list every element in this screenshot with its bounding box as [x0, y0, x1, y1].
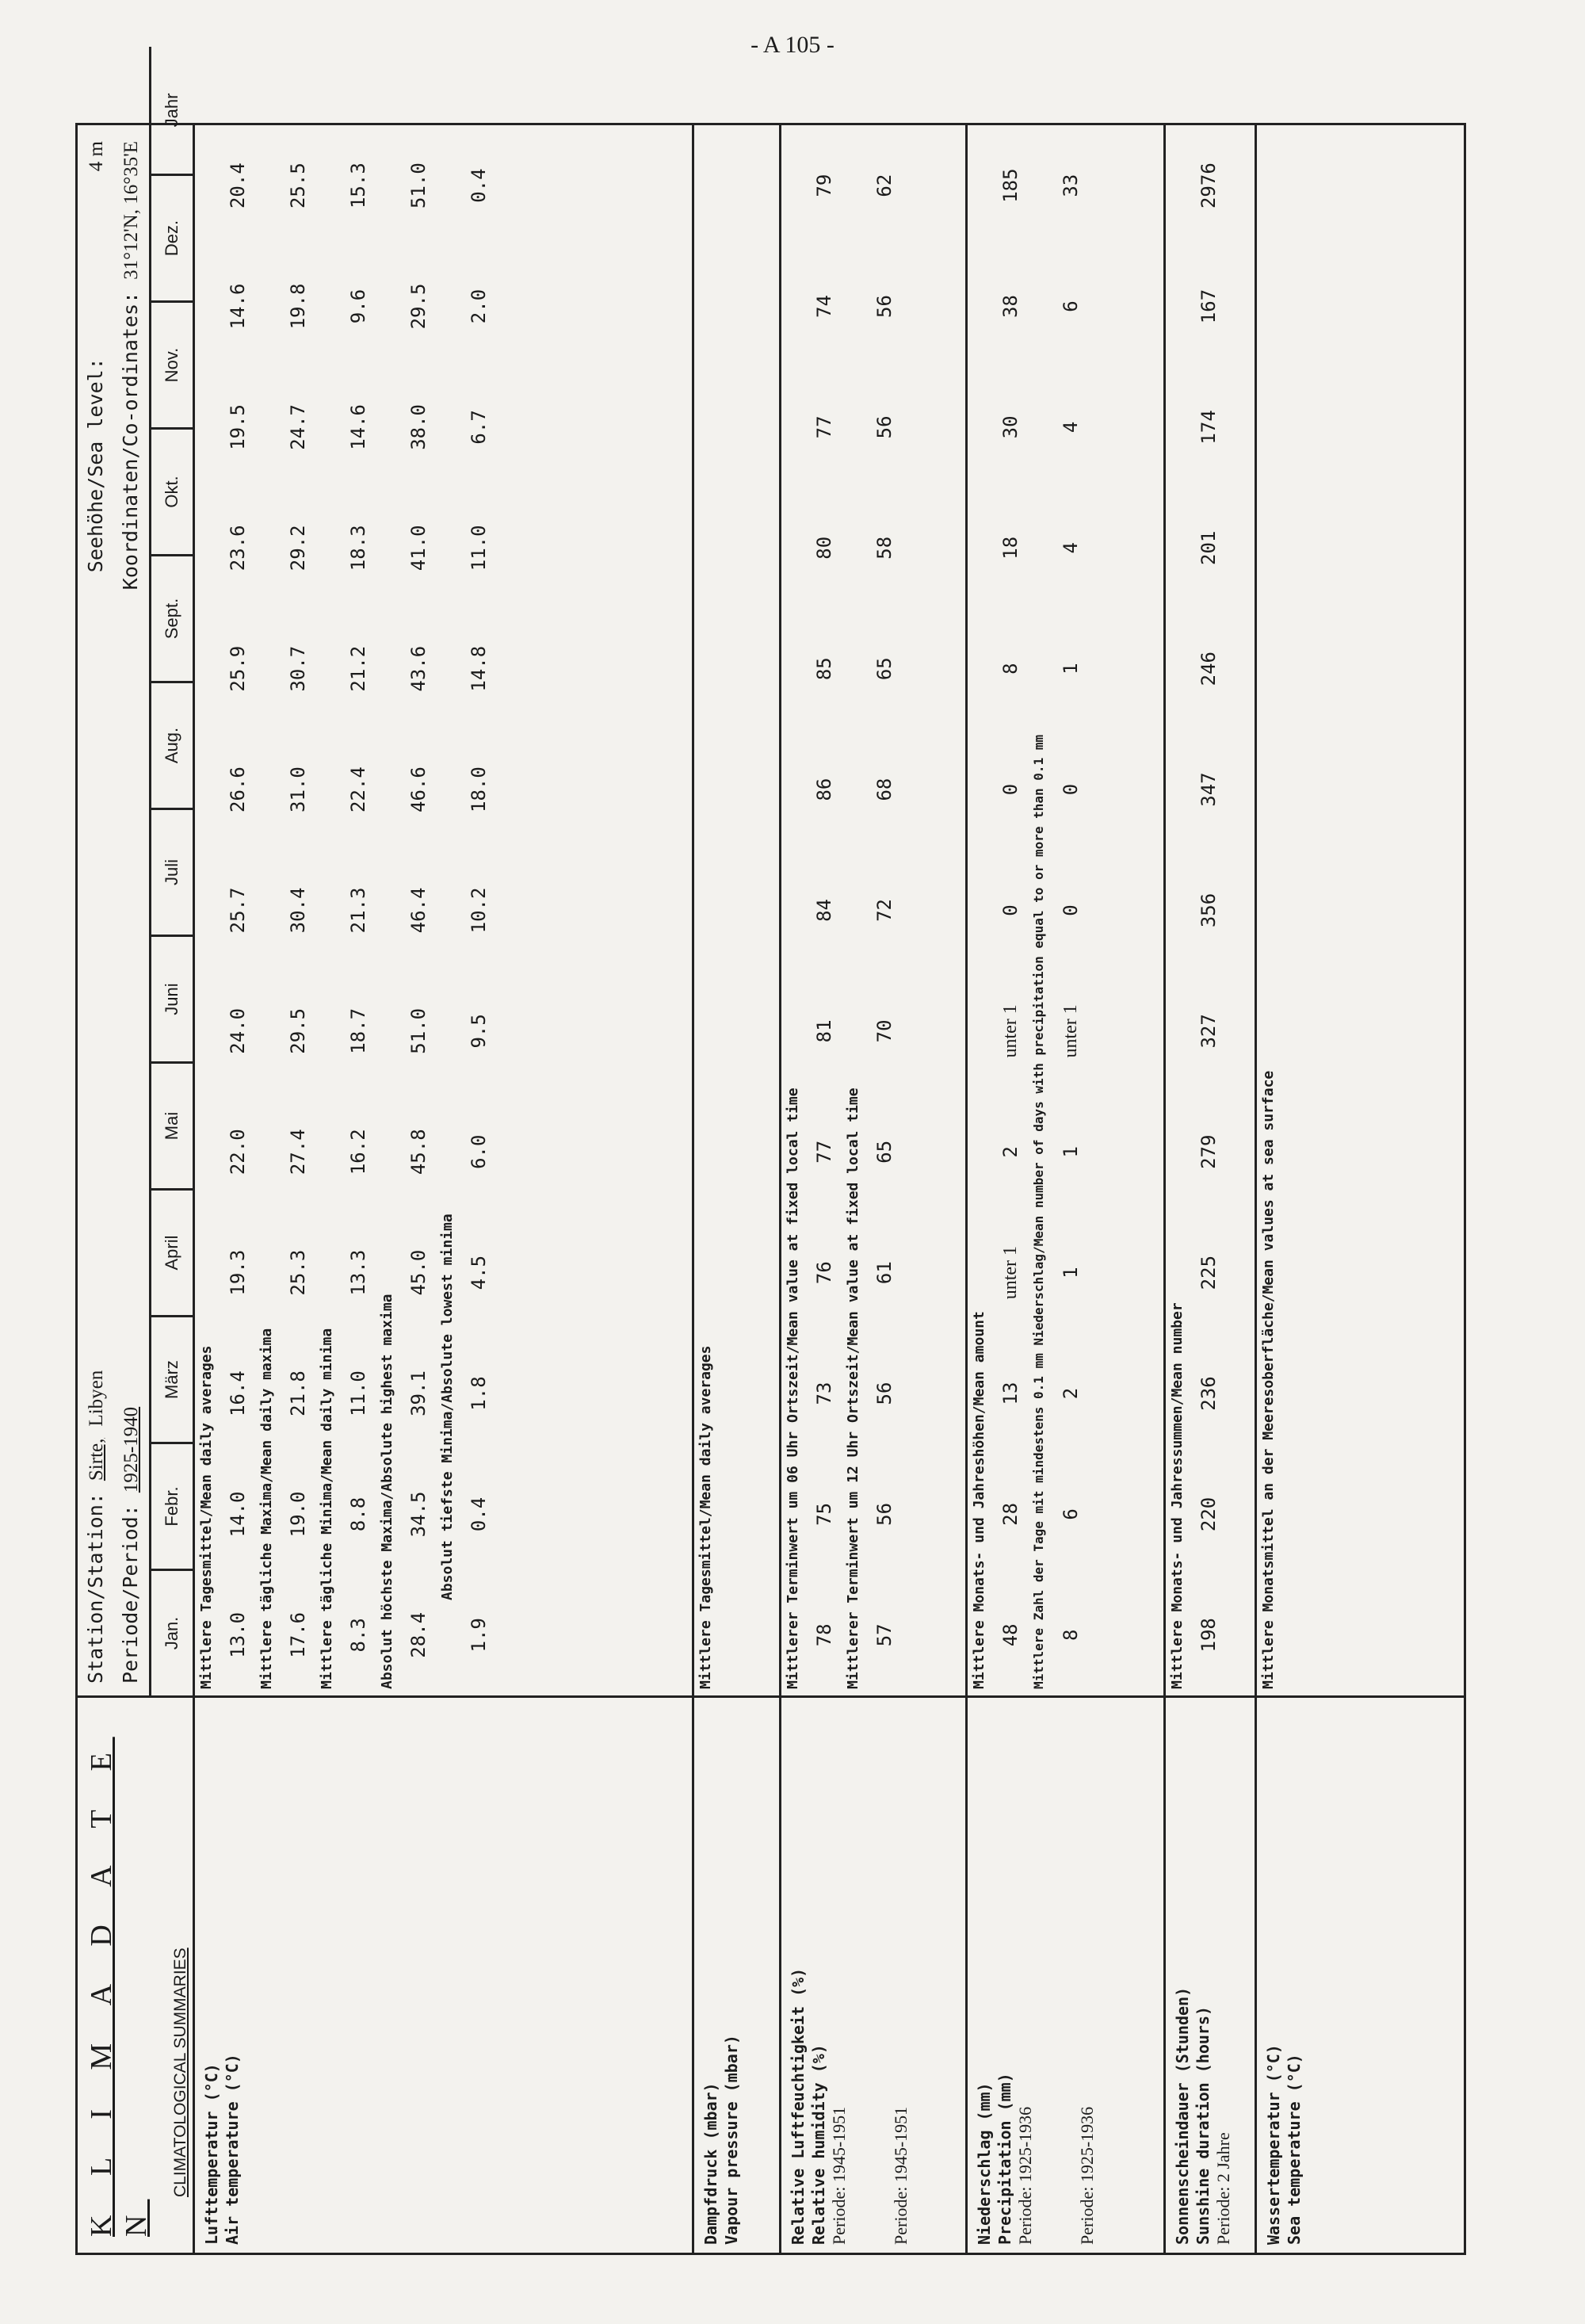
month-apr: April: [149, 1188, 193, 1315]
hum12-label: Mittlerer Terminwert um 12 Uhr Ortszeit/Mean value at fixed local time: [845, 1087, 861, 1689]
value-precip_days-9: 4: [1060, 542, 1082, 554]
period-label: Periode/Period:: [119, 1504, 142, 1684]
sea-label-cell: [1256, 1697, 1465, 2254]
t-mean-label: Mittlere Tagesmittel/Mean daily averages: [198, 1345, 215, 1689]
value-t_absmax-3: 45.0: [407, 1249, 430, 1296]
value-t_mean-8: 25.9: [227, 645, 249, 692]
coords-line: [119, 141, 143, 590]
value-t_absmax-2: 39.1: [407, 1370, 430, 1416]
sun-data-cell: [1165, 124, 1256, 1697]
value-hum06-1: 75: [813, 1502, 835, 1526]
value-precip_amount-8: 8: [999, 663, 1022, 675]
value-precip_amount-3: unter 1: [1000, 1245, 1021, 1300]
month-sep: Sept.: [149, 554, 193, 681]
vapour-label-cell: [693, 1697, 781, 2254]
value-t_absmin-7: 18.0: [468, 766, 490, 812]
value-precip_days-4: 1: [1060, 1146, 1082, 1158]
value-t_max-9: 29.2: [287, 525, 309, 571]
month-mar: März: [149, 1315, 193, 1442]
value-t_mean-4: 22.0: [227, 1129, 249, 1175]
value-t_max-10: 24.7: [287, 404, 309, 450]
value-hum12-2: 56: [873, 1382, 896, 1405]
t-absmin-label: Absolut tiefste Minima/Absolute lowest minima: [439, 1214, 456, 1600]
sea-level-value: 4 m: [86, 141, 107, 172]
value-t_min-8: 21.2: [347, 645, 369, 692]
value-t_min-0: 8.3: [347, 1618, 369, 1653]
value-sun-9: 201: [1197, 530, 1220, 565]
sea-label-en: Sea temperature (°C): [1285, 2054, 1304, 2245]
value-precip_days-7: 0: [1060, 783, 1082, 796]
value-precip_amount-1: 28: [999, 1502, 1022, 1526]
hum06-values: [807, 125, 842, 1695]
value-sun-5: 327: [1197, 1014, 1220, 1049]
value-hum12-0: 57: [873, 1623, 896, 1647]
value-t_min-12: 15.3: [347, 162, 369, 209]
value-t_mean-10: 19.5: [227, 404, 249, 450]
sun-row-label: Mittlere Monats- und Jahressummen/Mean number: [1169, 1302, 1186, 1689]
value-t_absmax-12: 51.0: [407, 162, 430, 209]
value-precip_days-8: 1: [1060, 663, 1082, 675]
value-t_mean-7: 26.6: [227, 766, 249, 812]
month-jul: Juli: [149, 808, 193, 935]
value-t_mean-9: 23.6: [227, 525, 249, 571]
value-sun-10: 174: [1197, 410, 1220, 445]
value-t_absmin-8: 14.8: [468, 645, 490, 692]
title-cell: [77, 1697, 194, 2254]
sea-level-line: [84, 141, 108, 572]
month-feb: Febr.: [149, 1442, 193, 1569]
value-t_absmin-0: 1.9: [468, 1618, 490, 1653]
value-hum06-0: 78: [813, 1623, 835, 1647]
value-hum12-8: 65: [873, 657, 896, 681]
value-precip_amount-5: unter 1: [1000, 1004, 1021, 1058]
value-sun-8: 246: [1197, 652, 1220, 686]
value-hum12-9: 58: [873, 536, 896, 560]
value-t_absmax-8: 43.6: [407, 645, 430, 692]
value-hum12-4: 65: [873, 1140, 896, 1164]
month-jun: Juni: [149, 935, 193, 1061]
value-t_absmin-10: 6.7: [468, 410, 490, 445]
value-precip_amount-6: 0: [999, 904, 1022, 916]
station-country: Libyen: [86, 1370, 107, 1427]
value-precip_days-1: 6: [1060, 1508, 1082, 1520]
temp-label-de: Lufttemperatur (°C): [202, 2063, 221, 2245]
t-min-label: Mittlere tägliche Minima/Mean daily minima: [319, 1328, 335, 1689]
hum06-label: Mittlerer Terminwert um 06 Uhr Ortszeit/Mean value at fixed local time: [785, 1087, 801, 1689]
value-t_absmax-11: 29.5: [407, 283, 430, 330]
humidity-label-de: Relative Luftfeuchtigkeit (%): [789, 1967, 808, 2245]
station-header: [77, 93, 194, 1697]
precip-amount-values: [993, 125, 1028, 1695]
value-t_max-3: 25.3: [287, 1249, 309, 1296]
value-t_max-8: 30.7: [287, 645, 309, 692]
value-precip_days-3: 1: [1060, 1267, 1082, 1279]
precip-label-de: Niederschlag (mm): [975, 2082, 994, 2245]
value-t_absmax-9: 41.0: [407, 525, 430, 571]
value-hum12-5: 70: [873, 1019, 896, 1043]
period-value: 1925-1940: [120, 1406, 142, 1493]
value-t_max-6: 30.4: [287, 887, 309, 934]
value-sun-3: 225: [1197, 1255, 1220, 1290]
t-min-values: [341, 125, 376, 1695]
climatological-summaries: CLIMATOLOGICAL SUMMARIES: [171, 1947, 189, 2197]
t-max-label: Mittlere tägliche Maxima/Mean daily maxima: [258, 1328, 275, 1689]
value-precip_amount-0: 48: [999, 1623, 1022, 1647]
value-t_mean-5: 24.0: [227, 1007, 249, 1054]
value-hum06-9: 80: [813, 536, 835, 560]
humidity-period-2: Periode: 1945-1951: [891, 2106, 911, 2245]
value-t_mean-2: 16.4: [227, 1370, 249, 1416]
precip-period-1: Periode: 1925-1936: [1015, 2106, 1035, 2245]
value-t_min-3: 13.3: [347, 1249, 369, 1296]
value-hum12-1: 56: [873, 1502, 896, 1526]
value-hum06-11: 74: [813, 295, 835, 318]
value-t_mean-3: 19.3: [227, 1249, 249, 1296]
value-t_absmax-5: 51.0: [407, 1007, 430, 1054]
humidity-period-1: Periode: 1945-1951: [829, 2106, 849, 2245]
value-hum06-6: 84: [813, 899, 835, 922]
value-precip_amount-10: 30: [999, 415, 1022, 439]
sun-values: [1191, 125, 1226, 1695]
precip-data-cell: [967, 124, 1165, 1697]
coords-label: Koordinaten/Co-ordinates:: [119, 291, 142, 591]
value-t_absmin-9: 11.0: [468, 525, 490, 571]
sun-label-cell: [1165, 1697, 1256, 2254]
vapour-label-de: Dampfdruck (mbar): [701, 2082, 720, 2245]
value-t_mean-0: 13.0: [227, 1611, 249, 1658]
precip-days-values: [1053, 125, 1088, 1695]
station-label: Station/Station:: [84, 1493, 107, 1684]
value-t_absmin-6: 10.2: [468, 887, 490, 934]
value-t_mean-6: 25.7: [227, 887, 249, 934]
value-t_min-2: 11.0: [347, 1370, 369, 1416]
value-hum12-11: 56: [873, 295, 896, 318]
precip-label-en: Precipitation (mm): [995, 2073, 1014, 2245]
value-t_absmax-4: 45.8: [407, 1129, 430, 1175]
value-t_min-7: 22.4: [347, 766, 369, 812]
vapour-row-label: Mittlere Tagesmittel/Mean daily averages: [697, 1345, 714, 1689]
month-nov: Nov.: [149, 300, 193, 427]
station-name: Sirte,: [86, 1438, 107, 1481]
value-precip_days-0: 8: [1060, 1629, 1082, 1642]
value-precip_amount-12: 185: [999, 168, 1022, 203]
month-jan: Jan.: [149, 1569, 193, 1695]
vapour-label-en: Vapour pressure (mbar): [722, 2035, 741, 2245]
value-t_absmax-6: 46.4: [407, 887, 430, 934]
value-sun-11: 167: [1197, 289, 1220, 324]
humidity-label-en: Relative humidity (%): [809, 2044, 828, 2245]
klimadaten-title: K L I M A D A T E N: [85, 1737, 153, 2237]
value-t_absmin-2: 1.8: [468, 1376, 490, 1411]
sea-level-label: Seehöhe/Sea level:: [84, 357, 107, 573]
value-t_max-7: 31.0: [287, 766, 309, 812]
t-mean-values: [220, 125, 255, 1695]
value-t_max-0: 17.6: [287, 1611, 309, 1658]
sea-data-cell: [1256, 124, 1465, 1697]
value-t_min-9: 18.3: [347, 525, 369, 571]
value-hum12-6: 72: [873, 899, 896, 922]
month-aug: Aug.: [149, 681, 193, 808]
value-hum06-12: 79: [813, 174, 835, 197]
value-t_max-5: 29.5: [287, 1007, 309, 1054]
humidity-data-cell: [781, 124, 967, 1697]
value-t_mean-11: 14.6: [227, 283, 249, 330]
station-line: [84, 1370, 108, 1684]
value-t_min-4: 16.2: [347, 1129, 369, 1175]
value-sun-1: 220: [1197, 1496, 1220, 1532]
month-okt: Okt.: [149, 427, 193, 554]
climate-table-rotated: [75, 93, 1466, 2255]
value-t_absmin-1: 0.4: [468, 1496, 490, 1532]
value-precip_amount-4: 2: [999, 1146, 1022, 1158]
value-precip_days-5: unter 1: [1060, 1004, 1081, 1058]
value-t_max-2: 21.8: [287, 1370, 309, 1416]
value-t_absmin-11: 2.0: [468, 289, 490, 324]
value-hum06-3: 76: [813, 1261, 835, 1285]
value-hum06-10: 77: [813, 415, 835, 439]
value-precip_amount-7: 0: [999, 783, 1022, 796]
t-absmax-label: Absolut höchste Maxima/Absolute highest maxima: [379, 1294, 395, 1689]
value-t_max-4: 27.4: [287, 1129, 309, 1175]
value-sun-2: 236: [1197, 1376, 1220, 1411]
page-number: - A 105 -: [750, 32, 835, 58]
climate-table: [75, 93, 1466, 2255]
value-sun-4: 279: [1197, 1134, 1220, 1169]
precip-label-cell: [967, 1697, 1165, 2254]
value-sun-0: 198: [1197, 1618, 1220, 1653]
month-jahr: Jahr: [149, 47, 193, 174]
value-precip_days-11: 6: [1060, 300, 1082, 312]
value-hum12-12: 62: [873, 174, 896, 197]
value-t_absmax-0: 28.4: [407, 1611, 430, 1658]
value-precip_days-10: 4: [1060, 421, 1082, 434]
value-t_absmin-4: 6.0: [468, 1134, 490, 1169]
month-dez: Dez.: [149, 174, 193, 300]
value-t_min-10: 14.6: [347, 404, 369, 450]
value-t_mean-12: 20.4: [227, 162, 249, 209]
value-precip_days-6: 0: [1060, 904, 1082, 916]
value-hum06-5: 81: [813, 1019, 835, 1043]
precip-days-label: Mittlere Zahl der Tage mit mindestens 0.1 mm Niederschlag/Mean number of days with precipitation equal to or more than 0.1 mm: [1031, 734, 1046, 1689]
value-t_max-11: 19.8: [287, 283, 309, 330]
humidity-label-cell: [781, 1697, 967, 2254]
value-precip_days-2: 2: [1060, 1387, 1082, 1400]
month-header-row: [149, 47, 193, 1695]
sun-label-en: Sunshine duration (hours): [1194, 2005, 1213, 2245]
sea-row-label: Mittlere Monatsmittel an der Meeresoberfläche/Mean values at sea surface: [1260, 1070, 1277, 1689]
coords-value: 31°12'N, 16°35'E: [120, 141, 142, 280]
value-hum12-3: 61: [873, 1261, 896, 1285]
t-absmax-values: [401, 125, 436, 1695]
value-sun-12: 2976: [1197, 162, 1220, 209]
t-max-values: [281, 125, 315, 1695]
value-t_absmin-5: 9.5: [468, 1014, 490, 1049]
value-t_absmax-7: 46.6: [407, 766, 430, 812]
t-absmin-values: [461, 125, 496, 1695]
temp-data-cell: [194, 124, 693, 1697]
precip-amount-label: Mittlere Monats- und Jahreshöhen/Mean amount: [971, 1311, 987, 1689]
sun-label-de: Sonnenscheindauer (Stunden): [1173, 1986, 1192, 2245]
temp-label-cell: [194, 1697, 693, 2254]
sun-period: Periode: 2 Jahre: [1213, 2132, 1233, 2245]
value-t_max-12: 25.5: [287, 162, 309, 209]
hum12-values: [867, 125, 902, 1695]
value-hum06-2: 73: [813, 1382, 835, 1405]
precip-period-2: Periode: 1925-1936: [1077, 2106, 1097, 2245]
value-t_min-1: 8.8: [347, 1496, 369, 1532]
value-t_max-1: 19.0: [287, 1491, 309, 1538]
value-t_absmin-12: 0.4: [468, 168, 490, 203]
value-precip_amount-11: 38: [999, 295, 1022, 318]
value-hum12-7: 68: [873, 778, 896, 801]
value-hum12-10: 56: [873, 415, 896, 439]
value-hum06-4: 77: [813, 1140, 835, 1164]
value-precip_amount-9: 18: [999, 536, 1022, 560]
value-sun-7: 347: [1197, 772, 1220, 807]
value-t_min-5: 18.7: [347, 1007, 369, 1054]
value-sun-6: 356: [1197, 893, 1220, 928]
value-hum06-7: 86: [813, 778, 835, 801]
value-t_absmax-10: 38.0: [407, 404, 430, 450]
value-hum06-8: 85: [813, 657, 835, 681]
value-precip_days-12: 33: [1060, 174, 1082, 197]
value-precip_amount-2: 13: [999, 1382, 1022, 1405]
sea-label-de: Wassertemperatur (°C): [1264, 2044, 1283, 2245]
month-mai: Mai: [149, 1061, 193, 1188]
value-t_absmax-1: 34.5: [407, 1491, 430, 1538]
value-t_mean-1: 14.0: [227, 1491, 249, 1538]
value-t_min-11: 9.6: [347, 289, 369, 324]
temp-label-en: Air temperature (°C): [223, 2054, 242, 2245]
vapour-data-cell: [693, 124, 781, 1697]
value-t_min-6: 21.3: [347, 887, 369, 934]
period-line: [119, 1407, 143, 1684]
value-t_absmin-3: 4.5: [468, 1255, 490, 1290]
